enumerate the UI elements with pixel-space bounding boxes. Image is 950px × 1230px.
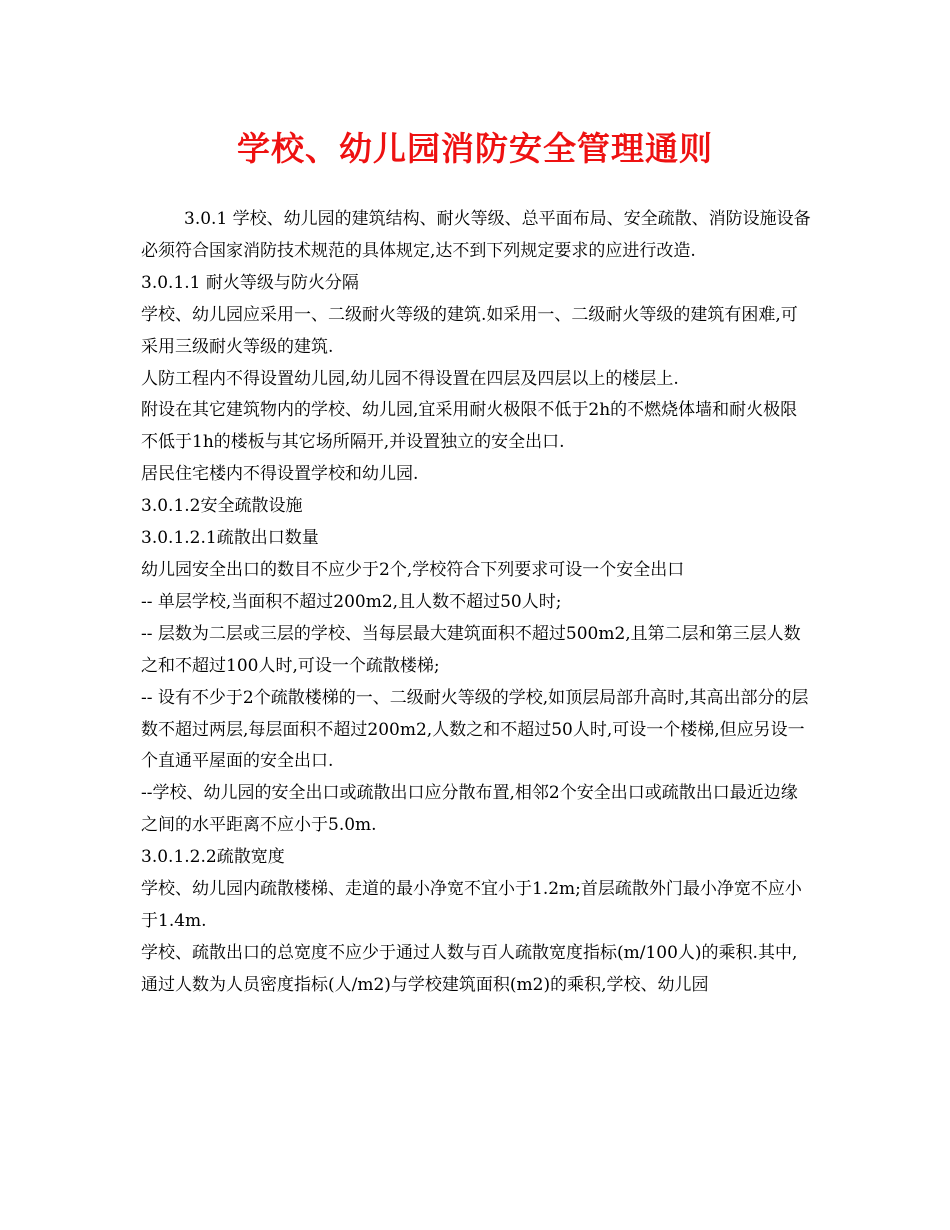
body-paragraph: --学校、幼儿园的安全出口或疏散出口应分散布置,相邻2个安全出口或疏散出口最近边缘之间的水平距离不应小于5.0m. [141, 783, 798, 836]
body-paragraph: 学校、幼儿园内疏散楼梯、走道的最小净宽不宜小于1.2m;首层疏散外门最小净宽不应小于1.4m. [141, 879, 802, 931]
body-paragraph: 3.0.1.2.1疏散出口数量 [141, 528, 319, 549]
body-paragraph: 附设在其它建筑物内的学校、幼儿园,宜采用耐火极限不低于2h的不燃烧体墙和耐火极限不低于1h的楼板与其它场所隔开,并设置独立的安全出口. [141, 400, 798, 453]
body-paragraph: 人防工程内不得设置幼儿园,幼儿园不得设置在四层及四层以上的楼层上. [141, 368, 679, 389]
body-paragraph: -- 层数为二层或三层的学校、当每层最大建筑面积不超过500m2,且第二层和第三层人数之和不超过100人时,可设一个疏散楼梯; [141, 623, 801, 676]
body-paragraph: -- 设有不少于2个疏散楼梯的一、二级耐火等级的学校,如顶层局部升高时,其高出部分的层数不超过两层,每层面积不超过200m2,人数之和不超过50人时,可设一个楼梯,但应另设一个直通平屋面的安全出口. [141, 687, 809, 772]
body-paragraph: 3.0.1.1 耐火等级与防火分隔 [141, 272, 359, 293]
body-paragraph: 3.0.1.2.2疏散宽度 [141, 847, 285, 868]
body-paragraph: -- 单层学校,当面积不超过200m2,且人数不超过50人时; [141, 591, 562, 612]
document-body [141, 204, 811, 1002]
body-paragraph: 3.0.1 学校、幼儿园的建筑结构、耐火等级、总平面布局、安全疏散、消防设施设备必须符合国家消防技术规范的具体规定,达不到下列规定要求的应进行改造. [141, 209, 811, 261]
document-title: 学校、幼儿园消防安全管理通则 [237, 129, 713, 168]
body-paragraph: 居民住宅楼内不得设置学校和幼儿园. [141, 464, 419, 485]
body-paragraph: 幼儿园安全出口的数目不应少于2个,学校符合下列要求可设一个安全出口 [141, 559, 685, 580]
body-paragraph: 学校、疏散出口的总宽度不应少于通过人数与百人疏散宽度指标(m/100人)的乘积.其中,通过人数为人员密度指标(人/m2)与学校建筑面积(m2)的乘积,学校、幼儿园 [141, 942, 798, 995]
body-paragraph: 3.0.1.2安全疏散设施 [141, 496, 303, 517]
body-paragraph: 学校、幼儿园应采用一、二级耐火等级的建筑.如采用一、二级耐火等级的建筑有困难,可采用三级耐火等级的建筑. [141, 304, 798, 357]
